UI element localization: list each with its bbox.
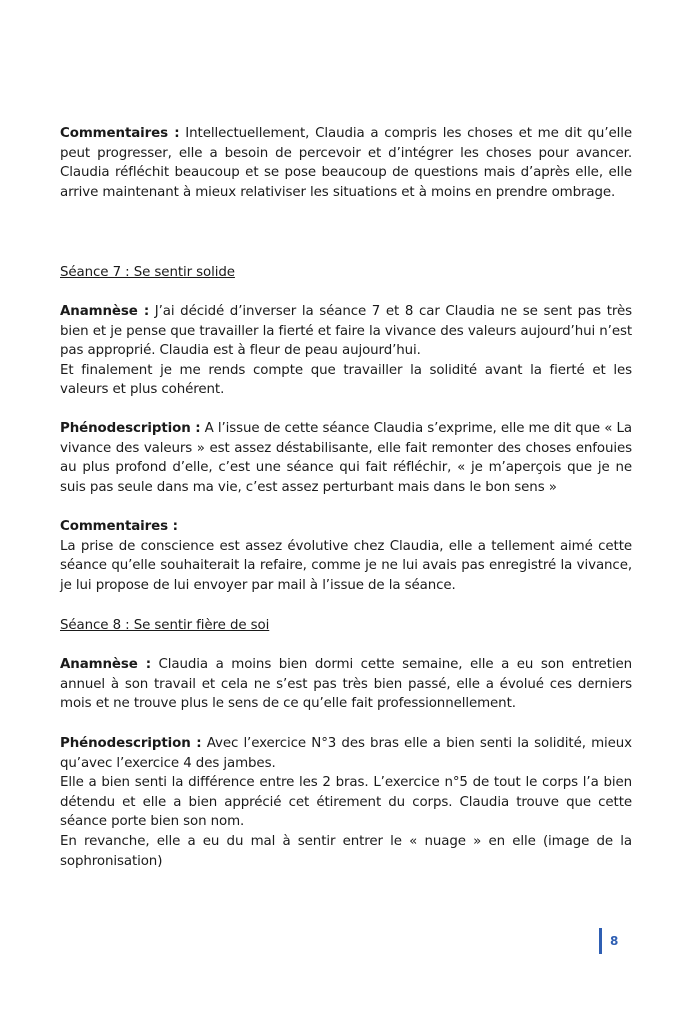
section-heading-seance-8: Séance 8 : Se sentir fière de soi [60,618,270,633]
page-number: 8 [599,928,618,954]
paragraph [60,124,632,202]
phenodescription-block-1 [60,419,632,497]
paragraph-text: J’ai décidé d’inverser la séance 7 et 8 car Claudia ne se sent pas très bien et je pense que travailler la fierté et faire la vivance des valeurs aujourd’hui n’est pas approprié. Claudia est à fleur de peau aujourd’hui. [60,304,632,359]
anamnese-block-2 [60,655,632,714]
paragraph-text: Claudia a moins bien dormi cette semaine, elle a eu son entretien annuel à son travail et cela ne s’est pas très bien passé, elle a évolué ces derniers mois et ne trouve plus le sens de ce qu’elle fait professionnellement. [60,657,632,712]
phenodescription-block-2 [60,734,632,871]
anamnese-block-1 [60,302,632,400]
commentaires-block-1 [60,124,632,202]
paragraph-continuation: En revanche, elle a eu du mal à sentir entrer le « nuage » en elle (image de la sophronisation) [60,833,632,869]
seance-7-heading-block [60,263,632,283]
paragraph [60,734,632,773]
paragraph [60,302,632,361]
paragraph-continuation: Et finalement je me rends compte que travailler la solidité avant la fierté et les valeurs et plus cohérent. [60,362,632,398]
seance-8-heading-block [60,616,632,636]
paragraph-text: A l’issue de cette séance Claudia s’exprime, elle me dit que « La vivance des valeurs » est assez déstabilisante, elle fait remonter des choses enfouies au plus profond d’elle, c’est une séance qui fait réfléchir, « je m’aperçois que je ne suis pas seule dans ma vie, c’est assez perturbant mais dans le bon sens » [60,421,632,495]
paragraph-label: Anamnèse : [60,304,150,319]
paragraph-label: Phénodescription : [60,736,202,751]
paragraph-label: Anamnèse : [60,657,151,672]
section-heading-seance-7: Séance 7 : Se sentir solide [60,265,235,280]
paragraph-continuation: Elle a bien senti la différence entre les 2 bras. L’exercice n°5 de tout le corps l’a bien détendu et elle a bien apprécié cet étirement du corps. Claudia trouve que cette séance porte bien son nom. [60,775,632,830]
paragraph-text: La prise de conscience est assez évolutive chez Claudia, elle a tellement aimé cette séance qu’elle souhaiterait la refaire, comme je ne lui avais pas enregistré la vivance, je lui propose de lui envoyer par mail à l’issue de la séance. [60,538,632,593]
paragraph-label: Commentaires : [60,126,180,141]
paragraph [60,655,632,714]
paragraph-label: Commentaires : [60,519,178,534]
paragraph [60,419,632,497]
paragraph-label: Phénodescription : [60,421,201,436]
paragraph-text: Avec l’exercice N°3 des bras elle a bien senti la solidité, mieux qu’avec l’exercice 4 des jambes. [60,736,632,771]
commentaires-block-2 [60,517,632,595]
paragraph-text: Intellectuellement, Claudia a compris les choses et me dit qu’elle peut progresser, elle a besoin de percevoir et d’intégrer les choses pour avancer. Claudia réfléchit beaucoup et se pose beaucoup de questions mais d’après elle, elle arrive maintenant à mieux relativiser les situations et à moins en prendre ombrage. [60,126,632,200]
